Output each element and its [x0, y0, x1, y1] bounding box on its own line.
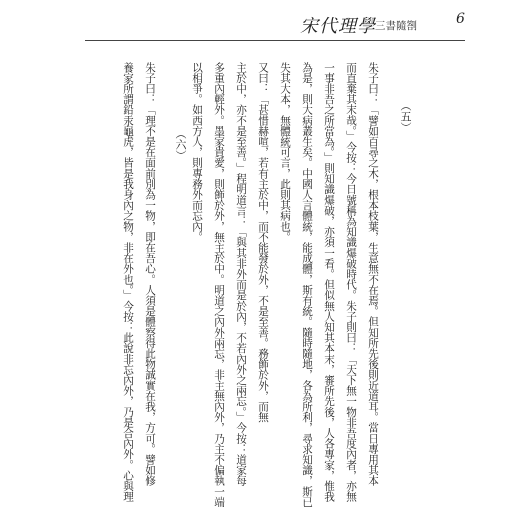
section-heading-6: （六）: [174, 128, 187, 161]
page-header: [0, 0, 520, 40]
text-column: 以相爭。如西方人，則專務外而忘內。: [191, 62, 203, 243]
text-column: 為是，則大病叢生矣。中國人言體統，能成體，斯有統。隨時隨地，各為所利，尋求知識，斯已: [301, 62, 313, 507]
section-heading-5: （五）: [399, 100, 412, 133]
text-column: 失其大本，無體統可言，此則其病也。: [279, 62, 291, 243]
text-column: 一事非吾之所當為。」則知識爆破，亦須一看。但似無人知其本末，審所先後，人各專家，惟我: [323, 62, 335, 502]
book-subtitle: 三書隨劄: [375, 20, 417, 32]
text-column: 又曰：「甚惜赫喧，若有主於中，而不能發於外，不是至善。務飾於外，而無: [257, 62, 269, 423]
text-column: 朱子曰：「理不是在面前別為一物，即在吾心。人須是體察得此物誠實在我，方可。譬如修: [144, 62, 156, 486]
text-column: 多重內輕外。墨家貴愛，則飾於外，無主於中。明道之內外兩忘，非主無內外，乃主不偏執一端: [213, 62, 225, 507]
book-logo: 宋代理學: [300, 16, 376, 37]
header-rule: [85, 40, 465, 41]
text-column: 主於中，亦不是至善。」程明道言：「與其非外而是於內，不若內外之兩忘。」今按：道家每: [235, 62, 247, 486]
page-number: 6: [456, 11, 465, 27]
text-column: 朱子曰：「譬如百尋之木，根本枝葉，生意無不在焉。但知所先後則近道耳。當日專用其本: [367, 62, 379, 486]
text-column: 養家所謂鉛汞龜虎，皆是我身內之物，非在外也。」今按：此說非忘內外，乃是合內外。心與理: [122, 62, 134, 502]
text-column: 而直棄其末哉。」今按：今日號稱為知識爆破時代。朱子則曰：「天下無一物非吾度內者，亦無: [345, 62, 357, 502]
